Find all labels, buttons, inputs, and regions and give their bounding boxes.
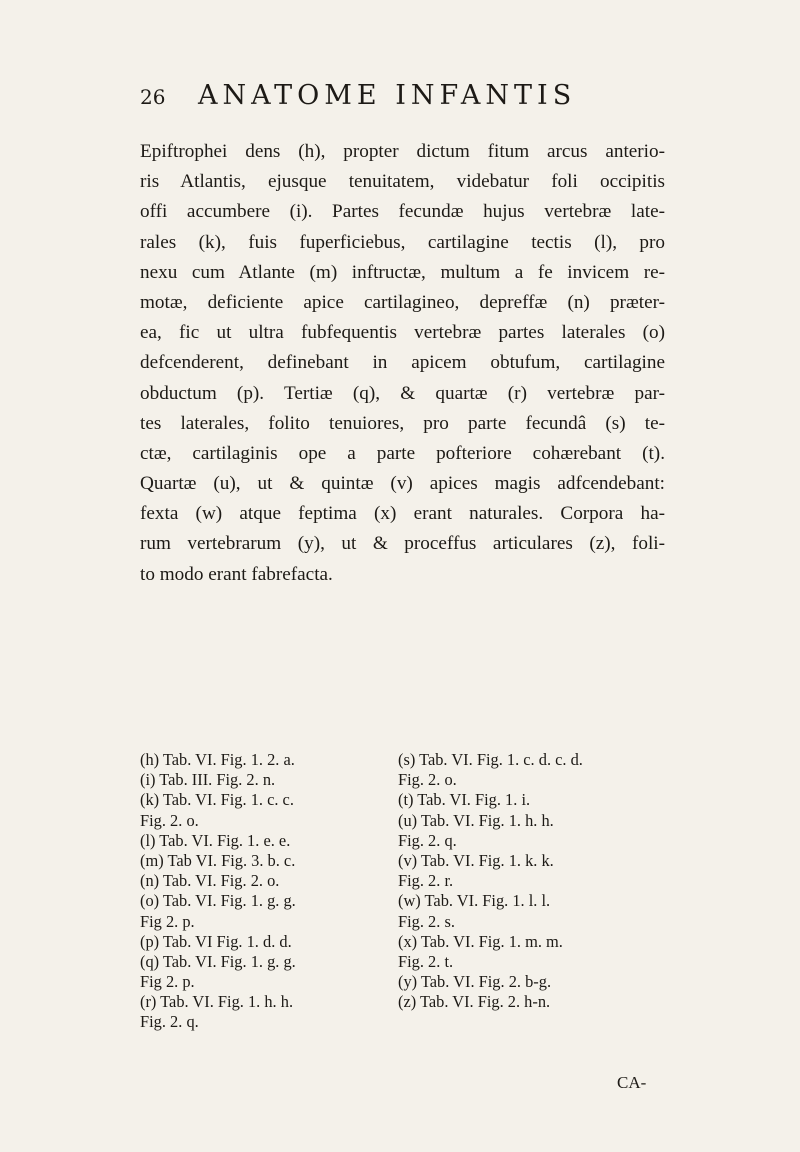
body-line: Quartæ (u), ut & quintæ (v) apices magis adfcendebant:	[140, 473, 665, 495]
footnote: (n) Tab. VI. Fig. 2. o.	[140, 871, 280, 891]
body-text	[140, 137, 665, 590]
footnote: (u) Tab. VI. Fig. 1. h. h.	[398, 810, 554, 830]
footnote: (h) Tab. VI. Fig. 1. 2. a.	[140, 750, 295, 769]
footnote: (t) Tab. VI. Fig. 1. i.	[398, 790, 531, 810]
footnote: (w) Tab. VI. Fig. 1. l. l.	[398, 891, 551, 911]
page-header	[140, 80, 660, 114]
footnote: (o) Tab. VI. Fig. 1. g. g.	[140, 891, 296, 911]
body-line: motæ, deficiente apice cartilagineo, depreffæ (n) præter-	[140, 291, 665, 313]
footnote: (k) Tab. VI. Fig. 1. c. c.	[140, 790, 294, 810]
footnote: Fig. 2. t.	[398, 951, 454, 971]
footnote: (r) Tab. VI. Fig. 1. h. h.	[140, 992, 294, 1012]
body-line: obductum (p). Tertiæ (q), & quartæ (r) vertebræ par-	[140, 382, 665, 404]
footnote: (x) Tab. VI. Fig. 1. m. m.	[398, 931, 563, 951]
body-line: offi accumbere (i). Partes fecundæ hujus vertebræ late-	[140, 201, 665, 223]
body-line: ctæ, cartilaginis ope a parte pofteriore cohærebant (t).	[140, 442, 665, 464]
body-line: tes laterales, folito tenuiores, pro parte fecundâ (s) te-	[140, 412, 665, 434]
body-line: Epiftrophei dens (h), propter dictum fitum arcus anterio-	[140, 141, 665, 162]
footnote: Fig 2. p.	[140, 972, 195, 992]
footnote: Fig 2. p.	[140, 911, 195, 931]
page-number: 26	[140, 85, 166, 109]
footnote: (q) Tab. VI. Fig. 1. g. g.	[140, 951, 296, 971]
body-line: defcenderent, definebant in apicem obtufum, cartilagine	[140, 352, 665, 374]
footnote: (p) Tab. VI Fig. 1. d. d.	[140, 931, 292, 951]
body-line: nexu cum Atlante (m) inftructæ, multum a fe invicem re-	[140, 261, 665, 283]
footnote: (i) Tab. III. Fig. 2. n.	[140, 770, 276, 790]
running-title: ANATOME INFANTIS	[198, 80, 577, 111]
footnote: (l) Tab. VI. Fig. 1. e. e.	[140, 830, 291, 850]
footnote: Fig. 2. s.	[398, 911, 455, 931]
footnote: (s) Tab. VI. Fig. 1. c. d. c. d.	[398, 750, 583, 769]
footnotes-left-column	[140, 750, 380, 1033]
footnote: (y) Tab. VI. Fig. 2. b-g.	[398, 972, 552, 992]
footnote: Fig. 2. q.	[398, 830, 457, 850]
footnote: Fig. 2. r.	[398, 871, 454, 891]
catchword: CA-	[617, 1073, 647, 1092]
body-line: ea, fic ut ultra fubfequentis vertebræ partes laterales (o)	[140, 322, 665, 344]
body-line: rum vertebrarum (y), ut & proceffus articulares (z), foli-	[140, 533, 665, 555]
body-line: rales (k), fuis fuperficiebus, cartilagine tectis (l), pro	[140, 231, 665, 253]
footnote: (v) Tab. VI. Fig. 1. k. k.	[398, 850, 554, 870]
body-line: ris Atlantis, ejusque tenuitatem, videbatur foli occipitis	[140, 171, 665, 193]
footnote: (z) Tab. VI. Fig. 2. h-n.	[398, 992, 551, 1012]
footnote: Fig. 2. o.	[398, 770, 457, 790]
body-line: fexta (w) atque feptima (x) erant naturales. Corpora ha-	[140, 503, 665, 525]
footnote: (m) Tab VI. Fig. 3. b. c.	[140, 850, 296, 870]
footnote: Fig. 2. q.	[140, 1012, 199, 1032]
footnotes-right-column	[398, 750, 668, 1012]
body-line: to modo erant fabrefacta.	[140, 563, 333, 585]
footnote: Fig. 2. o.	[140, 810, 199, 830]
